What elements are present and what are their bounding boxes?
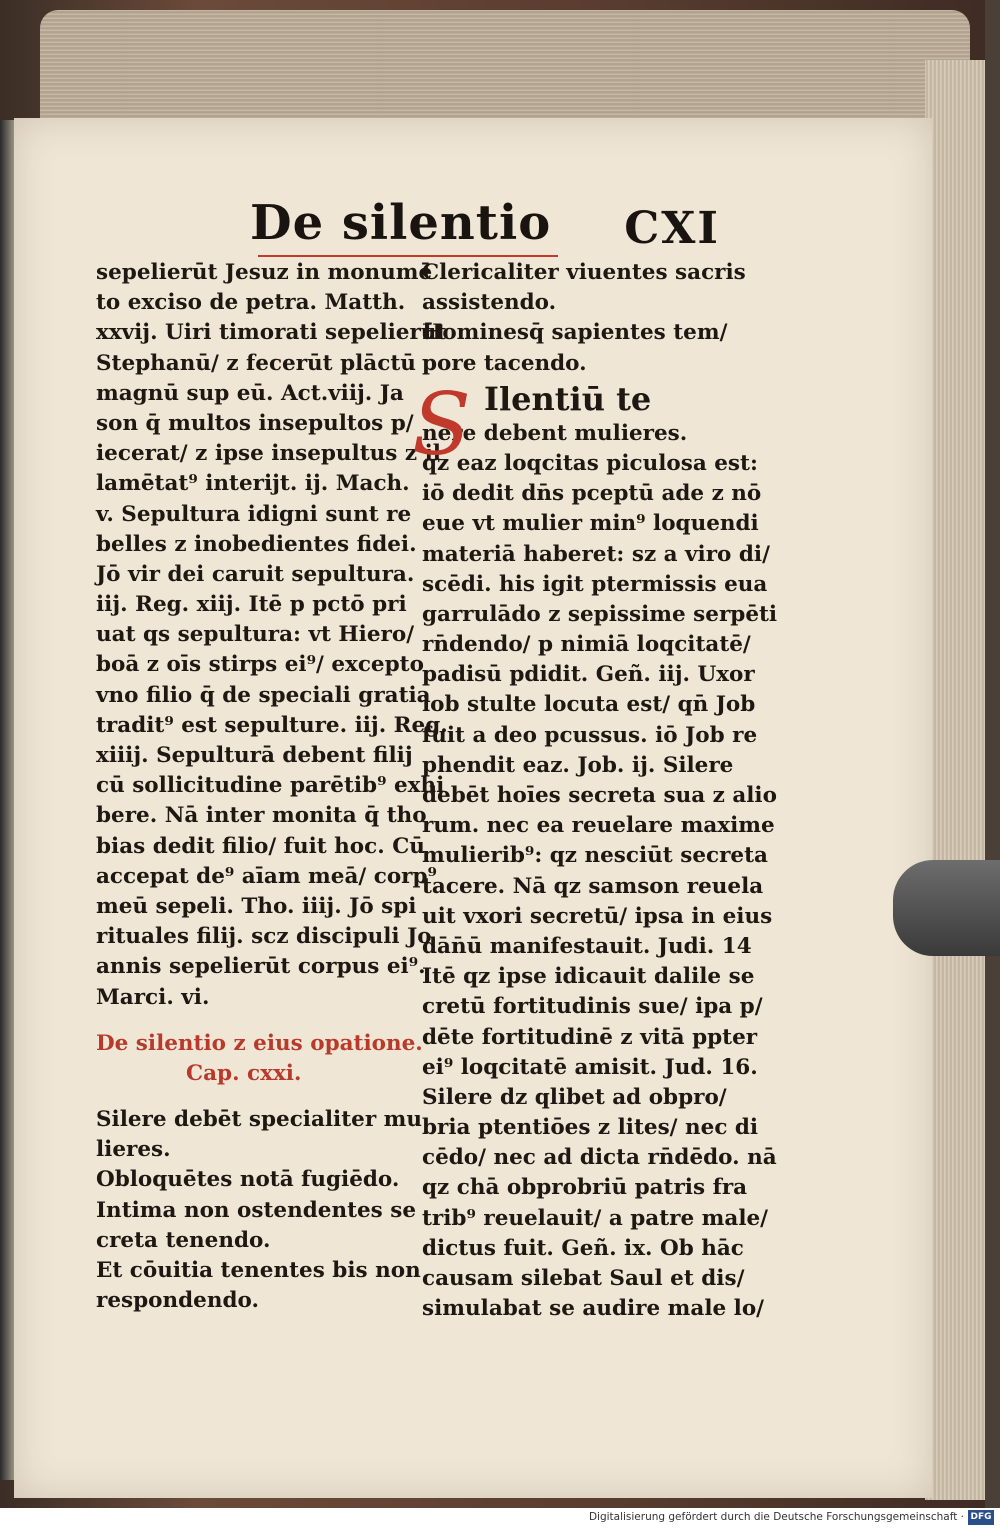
text-line: Silere debēt specialiter mu — [96, 1107, 423, 1133]
text-line: Itē qz ipse idicauit dalile se — [422, 964, 755, 990]
text-line: dēte fortitudinē z vitā ppter — [422, 1024, 758, 1050]
text-line: uit vxori secretū/ ipsa in eius — [422, 903, 773, 929]
left-column-verses — [96, 1105, 423, 1316]
text-line: meū sepeli. Tho. iiij. Jō spi — [96, 893, 417, 919]
text-line: cretū fortitudinis sue/ ipa p/ — [422, 994, 763, 1020]
text-line: creta tenendo. — [96, 1227, 271, 1253]
text-line: pore tacendo. — [422, 350, 587, 376]
chapter-heading: De silentio z eius opatione. — [96, 1030, 423, 1056]
book-clamp — [893, 860, 1000, 956]
left-column — [96, 258, 448, 1316]
text-line: dictus fuit. Geñ. ix. Ob hāc — [422, 1235, 744, 1261]
text-line: materiā haberet: sz a viro di/ — [422, 541, 770, 567]
text-line: cēdo/ nec ad dicta rn̄dēdo. nā — [422, 1145, 777, 1171]
text-line: bere. Nā inter monita q̄ tho — [96, 803, 427, 829]
text-line: debēt hoīes secreta sua z alio — [422, 783, 777, 808]
footer-bar — [0, 1508, 1000, 1528]
text-line: respondendo. — [96, 1288, 259, 1314]
text-line: ei⁹ loqcitatē amisit. Jud. 16. — [422, 1054, 758, 1080]
text-line: Silere dz qlibet ad obpro/ — [422, 1084, 727, 1110]
text-line: annis sepelierūt corpus ei⁹. — [96, 954, 426, 980]
text-line: simulabat se audire male lo/ — [422, 1296, 765, 1322]
text-line: uat qs sepultura: vt Hiero/ — [96, 622, 415, 648]
incipit: Ilentiū te — [484, 379, 652, 418]
text-line: xxvij. Uiri timorati sepelierūt — [96, 320, 447, 346]
text-line: to exciso de petra. Matth. — [96, 290, 406, 316]
text-line: Obloquētes notā fugiēdo. — [96, 1167, 400, 1193]
text-line: Marci. vi. — [96, 984, 210, 1010]
text-line: xiiij. Sepulturā debent filij — [96, 743, 413, 768]
text-line: bria ptentiōes z lites/ nec di — [422, 1115, 759, 1141]
text-line: mulierib⁹: qz nesciūt secreta — [422, 843, 768, 869]
text-line: phendit eaz. Job. ij. Silere — [422, 752, 734, 778]
text-line: iō dedit dn̄s pceptū ade z nō — [422, 481, 762, 507]
text-line: nere debent mulieres. — [422, 420, 688, 446]
text-line: boā z oīs stirps ei⁹/ excepto — [96, 652, 424, 678]
text-line: iecerat/ z ipse insepultus z il — [96, 441, 441, 467]
running-title: De silentio — [250, 195, 552, 251]
text-line: fuit a deo pcussus. iō Job re — [422, 722, 758, 748]
left-column-lines — [96, 258, 448, 1013]
rubric-underline — [258, 255, 558, 257]
folio-number: CXI — [624, 203, 720, 254]
text-line: accepat de⁹ aīam meā/ corp⁹ — [96, 863, 437, 889]
text-line: iij. Reg. xiij. Itē p pctō pri — [96, 592, 407, 618]
text-line: tacere. Nā qz samson reuela — [422, 873, 764, 899]
text-line: rituales filij. scz discipuli Jo — [96, 924, 432, 950]
text-line: assistendo. — [422, 290, 557, 316]
text-line: v. Sepultura idigni sunt re — [96, 501, 412, 527]
dfg-logo: DFG — [968, 1510, 994, 1525]
text-line: Et cōuitia tenentes bis non — [96, 1258, 421, 1283]
text-line: scēdi. his igit ptermissis eua — [422, 571, 768, 597]
text-line: dān̄ū manifestauit. Judi. 14 — [422, 933, 752, 959]
rubricated-initial: S — [412, 375, 471, 475]
page-edges-right — [925, 60, 985, 1500]
text-line: Clericaliter viuentes sacris — [422, 260, 746, 285]
text-line: garrulādo z sepissime serpēti — [422, 601, 778, 627]
spacer — [96, 1089, 398, 1105]
text-line: cū sollicitudine parētib⁹ exhi — [96, 773, 445, 799]
text-line: lieres. — [96, 1137, 171, 1163]
text-line: Hominesq̄ sapientes tem/ — [422, 320, 728, 346]
funding-notice: Digitalisierung gefördert durch die Deutsche Forschungsgemeinschaft · — [588, 1511, 964, 1523]
text-line: lamētat⁹ interijt. ij. Mach. — [96, 471, 410, 497]
page-header — [250, 195, 730, 265]
text-line: Stephanū/ z fecerūt plāctū — [96, 350, 416, 376]
text-line: Intima non ostendentes se — [96, 1197, 417, 1223]
page-edges-top — [40, 10, 970, 130]
text-line: sepelierūt Jesuz in monumē — [96, 260, 433, 285]
text-line: qz eaz loqcitas piculosa est: — [422, 450, 758, 476]
right-column-verses — [422, 258, 746, 379]
text-line: padisū pdidit. Geñ. iij. Uxor — [422, 662, 755, 688]
chapter-number: Cap. cxxi. — [186, 1060, 302, 1086]
text-line: qz chā obprobriū patris fra — [422, 1175, 748, 1201]
text-line: bias dedit filio/ fuit hoc. Cū — [96, 833, 425, 859]
text-line: trib⁹ reuelauit/ a patre male/ — [422, 1205, 769, 1231]
text-line: vno filio q̄ de speciali gratia — [96, 682, 431, 708]
text-line: iob stulte locuta est/ qn̄ Job — [422, 692, 756, 718]
text-line: belles z inobedientes fidei. — [96, 531, 417, 557]
right-column-lines — [422, 419, 778, 1325]
text-line: son q̄ multos insepultos p/ — [96, 410, 414, 436]
text-line: Jō vir dei caruit sepultura. — [96, 561, 415, 587]
text-line: rum. nec ea reuelare maxime — [422, 813, 775, 839]
text-line: causam silebat Saul et dis/ — [422, 1266, 745, 1291]
text-line: eue vt mulier min⁹ loquendi — [422, 511, 759, 537]
spacer — [96, 1013, 398, 1029]
text-line: magnū sup eū. Act.viij. Ja — [96, 380, 404, 406]
text-line: rn̄dendo/ p nimiā loqcitatē/ — [422, 632, 751, 658]
text-line: tradit⁹ est sepulture. iij. Reg. — [96, 712, 448, 738]
